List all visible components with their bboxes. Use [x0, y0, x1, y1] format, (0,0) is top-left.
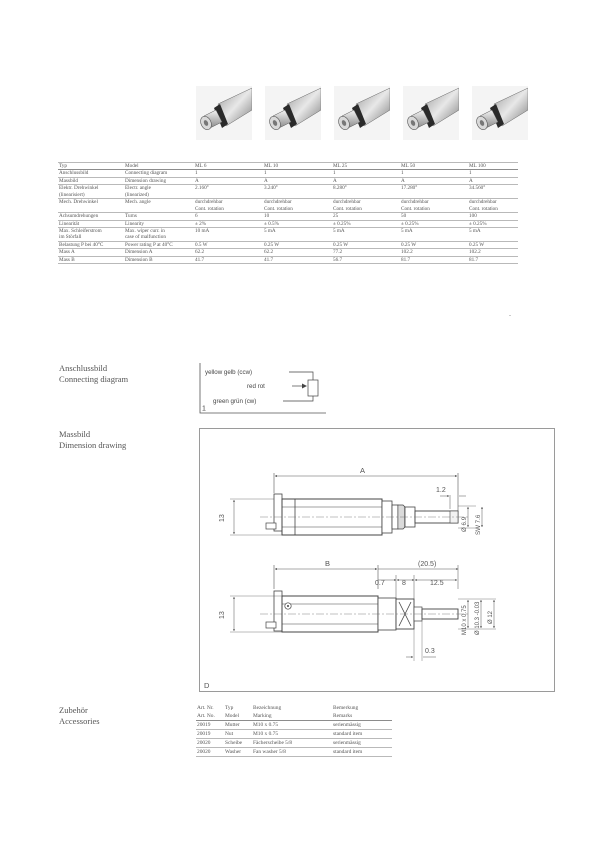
spec-label-de: Belastung P bei 40°C	[58, 242, 124, 249]
spec-label-en: Power rating P at 40°C	[124, 242, 194, 249]
spec-cell: 81.7	[468, 256, 518, 263]
spec-row-linearity	[58, 220, 518, 227]
spec-cell-line: durchdrehbar	[195, 199, 223, 206]
acc-cell: standard item	[332, 730, 392, 739]
spec-cell: 50	[400, 213, 468, 220]
drawing-top-view	[219, 466, 482, 535]
spec-cell: ± 0.25%	[400, 220, 468, 227]
spec-cell: 102.2	[400, 249, 468, 256]
dimension-drawing	[199, 428, 555, 692]
acc-header-cell: Remarks	[332, 712, 392, 721]
dim-label-sw-7-6: SW 7.6	[475, 514, 482, 535]
spec-cell: ± 0.25%	[332, 220, 400, 227]
acc-header-cell: Model	[224, 712, 252, 721]
spec-label-de: Mech. Drehwinkel	[58, 199, 124, 213]
spec-label-en: Dimension B	[124, 256, 194, 263]
product-photo-ml6	[196, 86, 252, 140]
spec-cell: 1	[263, 170, 332, 177]
spec-cell: 1	[400, 170, 468, 177]
accessories-title	[59, 705, 100, 727]
spec-cell: 10	[263, 213, 332, 220]
spec-cell: 5 mA	[400, 228, 468, 242]
acc-cell: M10 x 0.75	[252, 730, 332, 739]
spec-row-electr-angle	[58, 185, 518, 199]
acc-cell: 20020	[196, 739, 224, 748]
product-photo-ml25	[334, 86, 390, 140]
spec-label-en: Linearity	[124, 220, 194, 227]
dim-label-0-3: 0.3	[425, 648, 435, 655]
spec-cell: 5 mA	[468, 228, 518, 242]
spec-cell: 41.7	[263, 256, 332, 263]
spec-cell: 100	[468, 213, 518, 220]
dim-label-dia-6-9: Ø 6.9	[461, 516, 468, 532]
spec-cell: 10 mA	[194, 228, 263, 242]
spec-label-en: Dimension A	[124, 249, 194, 256]
spec-header-de: Typ	[58, 163, 124, 170]
spec-cell-line: durchdrehbar	[264, 199, 292, 206]
spec-cell	[468, 199, 518, 213]
spec-cell: 0.25 W	[400, 242, 468, 249]
spec-cell: A	[332, 177, 400, 184]
wire-green-line	[283, 396, 313, 401]
dimension-title-de: Massbild	[59, 429, 91, 439]
spec-cell: 62.2	[263, 249, 332, 256]
dim-label-b: B	[325, 559, 331, 568]
spec-cell-line: Cont. rotation	[401, 205, 430, 212]
dim-label-8: 8	[402, 580, 406, 587]
spec-header-value: ML 25	[332, 163, 400, 170]
acc-cell: 20019	[196, 730, 224, 739]
spec-cell	[400, 199, 468, 213]
acc-cell: Mutter	[224, 721, 252, 730]
dim-label-12-5: 12.5	[430, 580, 444, 587]
spec-table	[58, 162, 518, 264]
spec-header-value: ML 6	[194, 163, 263, 170]
product-photo-ml100	[472, 86, 528, 140]
spec-cell-line: Cont. rotation	[333, 205, 362, 212]
spec-label-en	[124, 185, 194, 199]
spec-cell: 1	[332, 170, 400, 177]
spec-label-de	[58, 228, 124, 242]
accessories-row	[196, 748, 392, 757]
spec-row-power	[58, 242, 518, 249]
spec-cell: 8.280°	[332, 185, 400, 199]
spec-cell: 0.5 W	[194, 242, 263, 249]
wire-label-yellow: yellow gelb (ccw)	[205, 369, 253, 376]
spec-header-value: ML 10	[263, 163, 332, 170]
spec-header-value: ML 50	[400, 163, 468, 170]
acc-header-cell: Bemerkung	[333, 705, 359, 711]
drawing-letter: D	[204, 681, 210, 690]
spec-cell-line: Cont. rotation	[264, 205, 293, 212]
dim-label-1-2: 1.2	[436, 487, 446, 494]
spec-label-line: Electr. angle	[125, 185, 151, 192]
spec-cell: A	[194, 177, 263, 184]
spec-cell-line: durchdrehbar	[333, 199, 361, 206]
potentiometer-symbol	[308, 380, 318, 396]
acc-cell: Fan washer 5/8	[252, 748, 332, 757]
accessories-row	[196, 730, 392, 739]
spec-header-value: ML 100	[468, 163, 518, 170]
spec-row-dimension-a	[58, 249, 518, 256]
spec-label-line: (linearisiert)	[59, 191, 85, 198]
dim-label-m10: M10 x 0.75	[462, 605, 468, 635]
accessories-header-en	[196, 712, 392, 721]
acc-cell: 20019	[196, 721, 224, 730]
spec-cell: 0.25 W	[332, 242, 400, 249]
trailing-mark: -	[509, 313, 511, 319]
dimension-drawing-svg	[200, 429, 556, 693]
spec-label-de: Linearität	[58, 220, 124, 227]
spec-label-de	[58, 185, 124, 199]
spec-label-line: im Störfall	[59, 234, 82, 241]
acc-header-cell: Bezeichnung	[253, 705, 282, 711]
accessories-row	[196, 739, 392, 748]
wire-label-green: green grün (cw)	[213, 398, 257, 405]
accessories-table	[196, 704, 392, 757]
acc-header-cell: Marking	[252, 712, 332, 721]
spec-cell: A	[400, 177, 468, 184]
acc-cell: M10 x 0.75	[252, 721, 332, 730]
spec-cell: 1	[468, 170, 518, 177]
connecting-title-en: Connecting diagram	[59, 374, 129, 384]
wire-label-red: red rot	[247, 383, 265, 390]
dim-label-13-bottom: 13	[219, 611, 226, 619]
acc-cell: Fächerscheibe 5/8	[252, 739, 332, 748]
spec-label-de: Achsumdrehungen	[58, 213, 124, 220]
acc-cell: serienmässig	[332, 721, 392, 730]
product-photo-ml50	[403, 86, 459, 140]
acc-header-cell: Typ	[225, 705, 234, 711]
spec-cell	[263, 199, 332, 213]
spec-cell: 0.25 W	[263, 242, 332, 249]
spec-row-dimension-b	[58, 256, 518, 263]
acc-cell: standard item	[332, 748, 392, 757]
product-photos	[196, 86, 540, 142]
spec-cell: 25	[332, 213, 400, 220]
spec-row-mech-angle	[58, 199, 518, 213]
acc-cell: Scheibe	[224, 739, 252, 748]
wiper-arrow-icon	[302, 384, 307, 389]
accessories-row	[196, 721, 392, 730]
connecting-title-de: Anschlussbild	[59, 363, 108, 373]
spec-label-de: Mass B	[58, 256, 124, 263]
spec-label-en: Dimension drawing	[124, 177, 194, 184]
spec-cell: 81.7	[400, 256, 468, 263]
spec-cell	[194, 199, 263, 213]
spec-header-en: Model	[124, 163, 194, 170]
acc-cell: Nut	[224, 730, 252, 739]
product-photo-ml10	[265, 86, 321, 140]
dim-label-20-5: (20.5)	[418, 561, 437, 568]
accessories-title-en: Accessories	[59, 716, 100, 726]
accessories-title-de: Zubehör	[59, 705, 88, 715]
spec-label-line: Max. Schleiferstrom	[59, 228, 102, 235]
spec-cell-line: durchdrehbar	[401, 199, 429, 206]
spec-cell: 41.7	[194, 256, 263, 263]
spec-cell-line: durchdrehbar	[469, 199, 497, 206]
acc-cell: Washer	[224, 748, 252, 757]
spec-label-en: Mech. angle	[124, 199, 194, 213]
diagram-number: 1	[202, 405, 206, 413]
spec-cell: 34.560°	[468, 185, 518, 199]
spec-cell: 77.2	[332, 249, 400, 256]
drawing-bottom-view	[219, 559, 496, 661]
spec-row-turns	[58, 213, 518, 220]
spec-label-line: Max. wiper curr. in	[125, 228, 165, 235]
dim-label-0-7: 0.7	[375, 580, 385, 587]
dim-label-dia-10-3: Ø 10.3 -0.03	[475, 601, 481, 635]
dim-label-dia-12: Ø 12	[488, 610, 494, 624]
spec-cell: 5 mA	[332, 228, 400, 242]
spec-cell: 0.25 W	[468, 242, 518, 249]
spec-cell: ± 0.5%	[263, 220, 332, 227]
accessories-header-de	[196, 704, 392, 712]
spec-cell: 17.280°	[400, 185, 468, 199]
spec-cell: 1	[194, 170, 263, 177]
acc-cell: 20020	[196, 748, 224, 757]
spec-cell: 5 mA	[263, 228, 332, 242]
spec-cell-line: Cont. rotation	[195, 205, 224, 212]
spec-row-connecting	[58, 170, 518, 177]
dim-label-13-top: 13	[219, 514, 226, 522]
spec-label-line: Elektr. Drehwinkel	[59, 185, 99, 192]
connecting-title	[59, 363, 128, 385]
spec-label-en	[124, 228, 194, 242]
spec-label-de: Massbild	[58, 177, 124, 184]
spec-label-line: case of malfunction	[125, 234, 166, 241]
spec-label-en: Connecting diagram	[124, 170, 194, 177]
acc-header-cell: Art. Nr.	[197, 705, 214, 711]
spec-header-row	[58, 163, 518, 170]
connecting-diagram-svg	[199, 362, 326, 414]
connecting-diagram	[199, 362, 326, 414]
spec-cell: ± 0.25%	[468, 220, 518, 227]
spec-cell: 56.7	[332, 256, 400, 263]
acc-cell: serienmässig	[332, 739, 392, 748]
spec-cell: 2.160°	[194, 185, 263, 199]
dimension-title	[59, 429, 126, 451]
spec-cell-line: Cont. rotation	[469, 205, 498, 212]
spec-label-de: Anschlussbild	[58, 170, 124, 177]
spec-label-en: Turns	[124, 213, 194, 220]
spec-cell: 102.2	[468, 249, 518, 256]
spec-row-dimension	[58, 177, 518, 184]
spec-cell: 62.2	[194, 249, 263, 256]
acc-header-cell: Art. No.	[196, 712, 224, 721]
spec-cell: A	[263, 177, 332, 184]
spec-label-de: Mass A	[58, 249, 124, 256]
spec-cell: A	[468, 177, 518, 184]
spec-cell: 6	[194, 213, 263, 220]
dimension-title-en: Dimension drawing	[59, 440, 127, 450]
spec-cell: ± 2%	[194, 220, 263, 227]
spec-cell	[332, 199, 400, 213]
spec-label-line: (linearized)	[125, 191, 149, 198]
spec-row-wiper-current	[58, 228, 518, 242]
wire-yellow-line	[289, 372, 313, 380]
dim-label-a: A	[360, 466, 366, 475]
spec-cell: 3.240°	[263, 185, 332, 199]
